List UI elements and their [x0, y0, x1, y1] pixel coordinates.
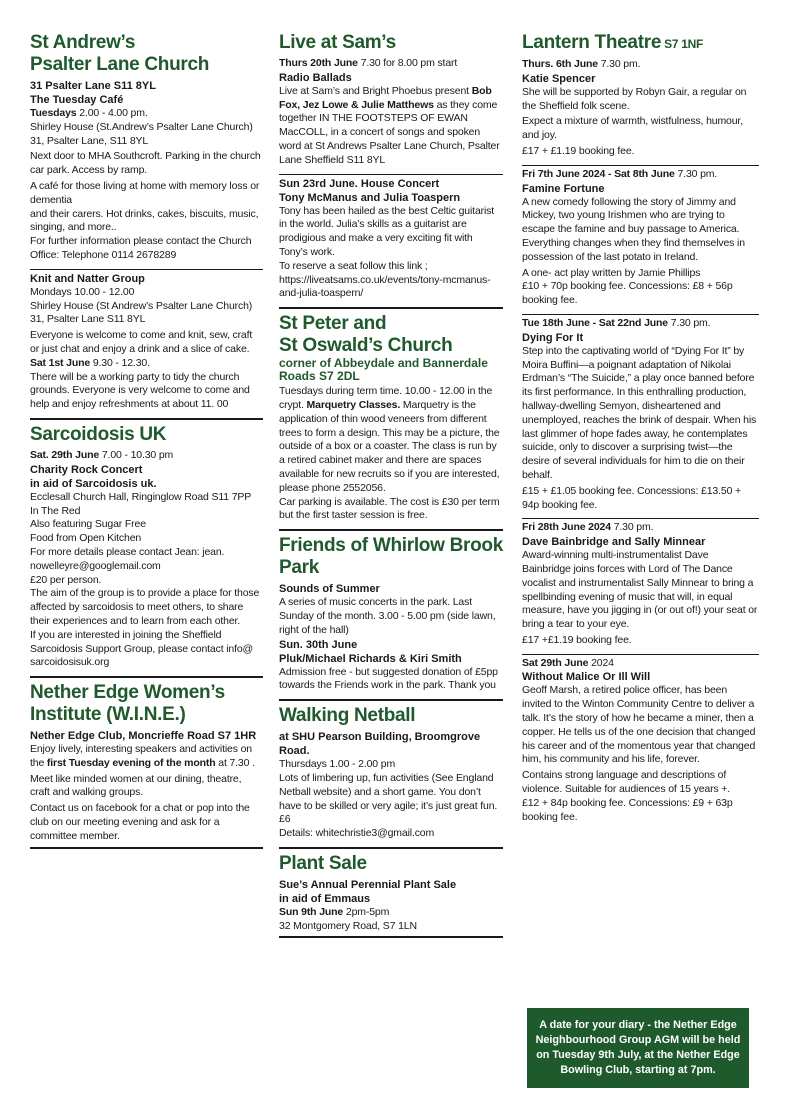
body-text: For more details please contact Jean: jean. nowelleyre@googlemail.com: [30, 545, 225, 572]
section-st-andrews: [30, 32, 263, 263]
section-title: Friends of Whirlow Brook Park: [279, 535, 503, 579]
agm-notice-text: A date for your diary - the Nether Edge Neighbourhood Group AGM will be held on Tuesday 9th July, at the Nether Edge Bowling Club, starting at 7pm.: [535, 1019, 741, 1076]
event-time: Thurs. 6th June 7.30 pm.: [522, 58, 641, 70]
section-title: Sarcoidosis UK: [30, 423, 167, 445]
section-house-concert: [279, 174, 503, 302]
section-title: Lantern Theatre S7 1NF: [522, 32, 704, 53]
event-title: Pluk/Michael Richards & Kiri Smith: [279, 652, 462, 665]
event-title: in aid of Sarcoidosis uk.: [30, 477, 157, 490]
column-middle: [279, 30, 503, 944]
section-walking-netball: [279, 699, 503, 841]
section-sarcoidosis: [30, 418, 263, 670]
body-text: Lots of limbering up, fun activities (See England Netball website) and a short game. You don’t have to be skilled or very agile; it’s just great fun. £6: [279, 771, 498, 826]
section-whirlow: [279, 529, 503, 693]
body-text: Contact us on facebook for a chat or pop into the club on our meeting evening and ask for a committee member.: [30, 802, 250, 842]
body-text: Shirley House (St Andrew’s Psalter Lane Church) 31, Psalter Lane S11 8YL: [30, 299, 253, 326]
address: 31 Psalter Lane S11 8YL: [30, 80, 156, 92]
section-plant-sale: [279, 847, 503, 939]
price: £10 + 70p booking fee. Concessions: £8 + 56p booking fee.: [522, 280, 733, 307]
section-title: Walking Netball: [279, 705, 416, 727]
body-text: Tony has been hailed as the best Celtic guitarist in the world. Julia’s skills as a guitarist are prodigious and make a very exciting fit with Tony’s work.: [279, 204, 495, 258]
event-time: Thursdays 1.00 - 2.00 pm: [279, 758, 396, 771]
event-time: Sat 29th June 2024: [522, 656, 614, 669]
event-title: Knit and Natter Group: [30, 272, 145, 285]
body-text: Live at Sam’s and Bright Phoebus present Bob Fox, Jez Lowe & Julie Matthews as they come together IN THE FOOTSTEPS OF EWAN MacCOLL, in a concert of songs and spoken word at St Andrews Psalter Lane Church, Psalter Lane Sheffield S11 8YL: [279, 84, 500, 166]
event-without-malice: [522, 654, 759, 825]
event-title: in aid of Emmaus: [279, 892, 371, 905]
event-time: Mondays 10.00 - 12.00: [30, 285, 135, 298]
venue: Nether Edge Club, Moncrieffe Road S7 1HR: [30, 730, 257, 743]
section-title: St Andrew’s Psalter Lane Church: [30, 32, 210, 75]
event-dying-for-it: [522, 314, 759, 512]
column-left: [30, 30, 263, 855]
event-title: Without Malice Or Ill Will: [522, 671, 651, 684]
event-bainbridge-minnear: [522, 518, 759, 647]
event-time: Tuesdays 2.00 - 4.00 pm.: [30, 107, 148, 119]
section-knit-natter: [30, 269, 263, 412]
price: £17 + £1.19 booking fee.: [522, 144, 635, 157]
section-wine: [30, 676, 263, 849]
body-text: Enjoy lively, interesting speakers and activities on the first Tuesday evening of the month at 7.30 .: [30, 743, 255, 769]
section-st-peter: [279, 307, 503, 523]
body-text: A café for those living at home with memory loss or dementia: [30, 179, 260, 206]
body-text: Meet like minded women at our dining, theatre, craft and walking groups.: [30, 772, 242, 799]
event-time: Sun 9th June 2pm-5pm: [279, 905, 390, 918]
section-subtitle: corner of Abbeydale and Bannerdale Roads S7 2DL: [279, 356, 488, 384]
body-text: Admission free - but suggested donation of £5pp towards the Friends work in the park. Thank you: [279, 665, 498, 692]
body-text: Tuesdays during term time. 10.00 - 12.00 in the crypt. Marquetry Classes. Marquetry is the application of thin wood veneers from different trees to form a design. This may be a picture, the outside of a box or a coaster. The class is run by a retired cabinet maker and there are spaces available for new recruits so if you are interested, please phone 2552056.: [279, 385, 500, 494]
body-text: £20 per person.: [30, 573, 102, 586]
body-text: Next door to MHA Southcroft. Parking in the church car park. Access by ramp.: [30, 150, 261, 177]
price: £17 +£1.19 booking fee.: [522, 633, 632, 646]
event-title: Dying For It: [522, 331, 584, 344]
section-title: St Peter and St Oswald’s Church: [279, 313, 453, 357]
event-title: Sue’s Annual Perennial Plant Sale: [279, 878, 457, 891]
body-text: A series of music concerts in the park. Last Sunday of the month. 3.00 - 5.00 pm (side lawn, right of the hall): [279, 596, 496, 636]
event-title: Charity Rock Concert: [30, 463, 143, 476]
section-lantern-theatre: [522, 32, 759, 159]
event-famine-fortune: [522, 165, 759, 308]
section-title: Nether Edge Women’s Institute (W.I.N.E.): [30, 682, 225, 726]
body-text: Food from Open Kitchen: [30, 532, 142, 545]
event-title: The Tuesday Café: [30, 94, 124, 106]
body-text: There will be a working party to tidy the church grounds. Everyone is very welcome to come and help and enjoy refreshments at about 11. 00: [30, 370, 250, 411]
body-text: To reserve a seat follow this link ; https://liveatsams.co.uk/events/tony-mcmanus-and-julia-toaspern/: [279, 259, 491, 300]
event-title: Dave Bainbridge and Sally Minnear: [522, 536, 706, 549]
section-title: Live at Sam’s: [279, 32, 396, 53]
body-text: Also featuring Sugar Free: [30, 518, 146, 531]
body-text: Step into the captivating world of “Dying For It” by Moira Buffini—a poignant adaptation of Nikolai Erdman’s “The Suicide,” a play once banned before its first performance. In this enthralling production, hallway-dwelling Semyon, disheartened and unemployed, reaches the brink of despair. When his last glimmer of hope fades away, he contemplates suicide, only to discover a surprising twist—the desire of several individuals for him to die on their behalf.: [522, 344, 757, 481]
body-text: In The Red: [30, 504, 81, 517]
body-text: A one- act play written by Jamie Phillips: [522, 266, 701, 279]
divider: [30, 847, 263, 849]
body-text: Geoff Marsh, a retired police officer, has been invited to the Winton Community Centre to deliver a talk. It’s the story of how he became a miner, then a copper. He tells us of the one decision that changed his career and of the momentous year that changed him, his community and his life, forever.: [522, 684, 756, 766]
body-text: and their carers. Hot drinks, cakes, biscuits, music, singing, and more..: [30, 207, 259, 234]
event-date: Sun. 30th June: [279, 638, 358, 651]
event-time: Thurs 20th June 7.30 for 8.00 pm start: [279, 57, 458, 69]
body-text: Contains strong language and descriptions of violence. Suitable for audiences of 15 years +.: [522, 769, 731, 796]
body-text: Car parking is available. The cost is £30 per term but the first taster session is free.: [279, 495, 500, 522]
event-time: Sat 1st June 9.30 - 12.30.: [30, 356, 150, 369]
body-text: Shirley House (St.Andrew’s Psalter Lane Church) 31, Psalter Lane, S11 8YL: [30, 120, 253, 147]
divider: [279, 936, 503, 938]
body-text: Everyone is welcome to come and knit, sew, craft or just chat and enjoy a drink and a slice of cake.: [30, 329, 253, 355]
body-text: Expect a mixture of warmth, wistfulness, humour, and joy.: [522, 115, 743, 142]
event-time: Fri 7th June 2024 - Sat 8th June 7.30 pm.: [522, 167, 718, 180]
event-time: Tue 18th June - Sat 22nd June 7.30 pm.: [522, 316, 711, 329]
body-text: She will be supported by Robyn Gair, a regular on the Sheffield folk scene.: [522, 85, 747, 112]
body-text: Ecclesall Church Hall, Ringinglow Road S11 7PP: [30, 490, 252, 503]
event-time: Fri 28th June 2024 7.30 pm.: [522, 521, 654, 534]
event-time: Sat. 29th June 7.00 - 10.30 pm: [30, 448, 174, 461]
event-title: Famine Fortune: [522, 182, 605, 195]
price: £15 + £1.05 booking fee. Concessions: £13.50 + 94p booking fee.: [522, 484, 742, 511]
body-text: For further information please contact the Church Office: Telephone 0114 2678289: [30, 235, 252, 261]
price: £12 + 84p booking fee. Concessions: £9 + 63p booking fee.: [522, 796, 733, 823]
event-title: Sounds of Summer: [279, 583, 380, 596]
agm-notice-box: [527, 1008, 749, 1088]
body-text: The aim of the group is to provide a place for those affected by sarcoidosis to meet others, to share their experiences and to learn from each other.: [30, 587, 260, 627]
venue: at SHU Pearson Building, Broomgrove Road.: [279, 731, 481, 758]
column-right: [522, 30, 759, 830]
section-live-at-sams: [279, 32, 503, 168]
event-title: Katie Spencer: [522, 72, 596, 85]
event-title: Sun 23rd June. House Concert: [279, 177, 440, 190]
contact-email: Details: whitechristie3@gmail.com: [279, 827, 435, 840]
body-text: 32 Montgomery Road, S7 1LN: [279, 919, 417, 932]
event-title: Tony McManus and Julia Toaspern: [279, 191, 461, 204]
body-text: Award-winning multi-instrumentalist Dave Bainbridge joins forces with Lord of The Dance vocalist and instrumentalist Sally Minnear to bring a spellbinding evening of music that will, in equal measure, have you jigging in (or out of!) your seat or bring a tear to your eye.: [522, 549, 758, 631]
body-text: If you are interested in joining the Sheffield Sarcoidosis Support Group, please contact info@ sarcoidosisuk.org: [30, 628, 254, 669]
body-text: A new comedy following the story of Jimmy and Mickey, two young Irishmen who are trying to escape the famine and buy passage to America. Everything changes when they find themselves in possession of the last potato in Ireland.: [522, 195, 745, 263]
event-title: Radio Ballads: [279, 71, 352, 84]
section-title: Plant Sale: [279, 852, 367, 874]
